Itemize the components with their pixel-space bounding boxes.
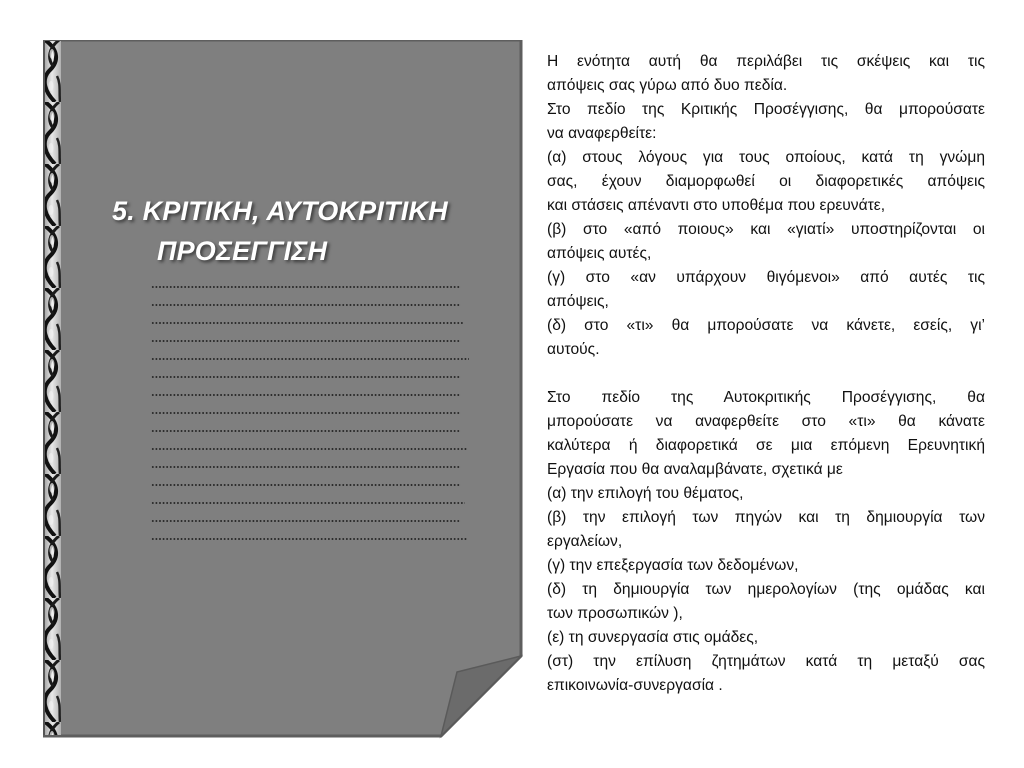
paragraph-self-critical-approach — [547, 386, 985, 698]
dotted-line — [151, 340, 461, 342]
text-line: αυτούς. — [547, 341, 600, 358]
dotted-line — [151, 448, 467, 450]
dotted-line — [151, 484, 461, 486]
dotted-line — [151, 412, 461, 414]
text-line: (α) στους λόγους για τους οποίους, κατά τη γνώμη — [547, 149, 985, 166]
title-line-1: 5. ΚΡΙΤΙΚΗ, ΑΥΤΟΚΡΙΤΙΚΗ — [112, 196, 448, 226]
text-line: να αναφερθείτε: — [547, 125, 657, 142]
text-line: (γ) την επεξεργασία των δεδομένων, — [547, 557, 799, 574]
binding-strip — [44, 41, 61, 735]
notebook-page — [43, 40, 521, 738]
text-line: εργαλείων, — [547, 533, 623, 550]
text-line: (ε) τη συνεργασία στις ομάδες, — [547, 629, 759, 646]
title-line-2: ΠΡΟΣΕΓΓΙΣΗ — [157, 236, 328, 266]
text-line: (δ) στο «τι» θα μπορούσατε να κάνετε, εσείς, γι’ — [547, 317, 985, 334]
text-line: Εργασία που θα αναλαμβάνατε, σχετικά με — [547, 461, 843, 478]
text-line: (β) την επιλογή των πηγών και τη δημιουργία των — [547, 509, 985, 526]
dotted-line — [151, 538, 467, 540]
text-line: επικοινωνία-συνεργασία . — [547, 677, 723, 694]
instructions-text — [547, 50, 985, 698]
dotted-line — [151, 304, 461, 306]
text-line: Στο πεδίο της Κριτικής Προσέγγισης, θα μπορούσατε — [547, 101, 985, 118]
text-line: σας, έχουν διαμορφωθεί οι διαφορετικές απόψεις — [547, 173, 985, 190]
dotted-line — [151, 502, 465, 504]
text-line: απόψεις, — [547, 293, 609, 310]
dotted-line — [151, 358, 469, 360]
text-line: (γ) στο «αν υπάρχουν θιγόμενοι» από αυτές τις — [547, 269, 985, 286]
dotted-line — [151, 466, 461, 468]
text-line: (β) στο «από ποιους» και «γιατί» υποστηρίζονται οι — [547, 221, 985, 238]
paragraph-critical-approach — [547, 50, 985, 362]
page-body — [43, 40, 521, 736]
text-line: Η ενότητα αυτή θα περιλάβει τις σκέψεις και τις — [547, 53, 985, 70]
dotted-line — [151, 520, 461, 522]
text-line: καλύτερα ή διαφορετικά σε μια επόμενη Ερευνητική — [547, 437, 985, 454]
text-line: απόψεις σας γύρω από δυο πεδία. — [547, 77, 788, 94]
text-line: (α) την επιλογή του θέματος, — [547, 485, 744, 502]
text-line: απόψεις αυτές, — [547, 245, 652, 262]
text-line: των προσωπικών ), — [547, 605, 683, 622]
dotted-line — [151, 376, 461, 378]
text-line: μπορούσατε να αναφερθείτε στο «τι» θα κάνατε — [547, 413, 985, 430]
paragraph-spacer — [547, 362, 985, 386]
text-line: και στάσεις απέναντι στο υποθέμα που ερευνάτε, — [547, 197, 886, 214]
dotted-line — [151, 322, 463, 324]
dotted-line — [151, 394, 461, 396]
text-line: (στ) την επίλυση ζητημάτων κατά τη μεταξύ σας — [547, 653, 985, 670]
text-line: (δ) τη δημιουργία των ημερολογίων (της ομάδας και — [547, 581, 985, 598]
page-shape — [43, 40, 523, 740]
dotted-line — [151, 286, 461, 288]
dotted-line — [151, 430, 461, 432]
text-line: Στο πεδίο της Αυτοκριτικής Προσέγγισης, θα — [547, 389, 985, 406]
